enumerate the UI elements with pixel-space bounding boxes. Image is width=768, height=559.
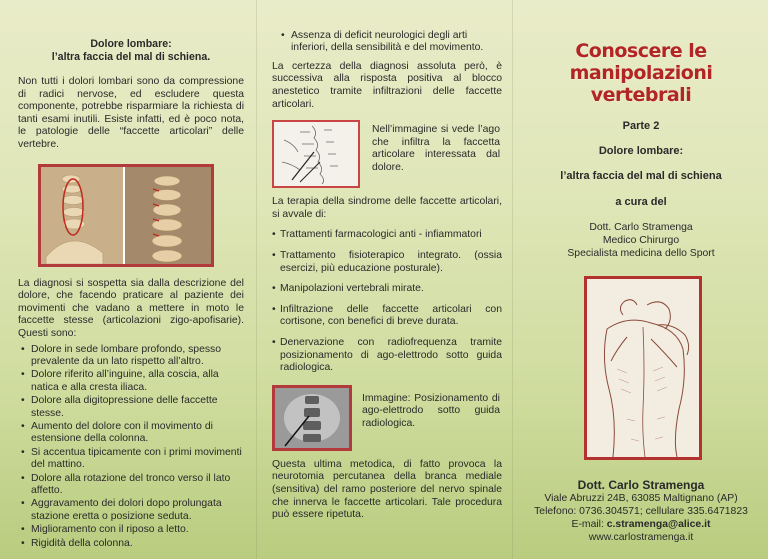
email-label: E-mail: — [571, 519, 607, 530]
certainty-paragraph: La certezza della diagnosi assoluta però, è successiva alla risposta positiva al blocco anestetico tramite infiltrazioni delle faccette articolari. — [272, 60, 502, 110]
symptom-list — [18, 344, 244, 551]
manipulation-illustration — [584, 276, 702, 460]
therapy-list — [272, 229, 502, 374]
list-item: • Miglioramento con il riposo a letto. — [18, 524, 244, 536]
back-sketch-drawing — [587, 279, 699, 457]
subtitle-1: Dolore lombare: — [598, 145, 684, 157]
website-link[interactable]: www.carlostramenga.it — [588, 532, 694, 543]
spine-model-image — [41, 167, 211, 264]
email-link[interactable]: c.stramenga@alice.it — [606, 519, 711, 530]
closing-paragraph: Questa ultima metodica, di fatto provoca la neurotomia percutanea della branca mediale (sensitiva) del ramo posteriore del nervo spinale che innerva le faccette articolari. Tale procedura può essere ripetuta. — [272, 458, 502, 521]
electrode-caption: Immagine: Posizionamento di ago-elettrodo sotto guida radiologica. — [362, 392, 500, 429]
list-item: • Denervazione con radiofrequenza tramite posizionamento di ago-elettrodo sotto guida radiologica. — [272, 337, 502, 375]
spine-photo — [38, 164, 214, 267]
list-item: • Aumento del dolore con il movimento di estensione della colonna. — [18, 421, 244, 446]
list-item: • Dolore alla rotazione del tronco verso il lato affetto. — [18, 473, 244, 498]
list-item: • Aggravamento dei dolori dopo prolungata stazione eretta o posizione seduta. — [18, 498, 244, 523]
by-label: a cura del — [615, 196, 667, 208]
diagnosis-paragraph: La diagnosi si sospetta sia dalla descrizione del dolore, che facendo praticare al paziente dei movimenti che vadano a mettere in moto le faccette stesse (articolazioni zigo-apofisarie). Questi sono: — [18, 277, 244, 339]
part-label: Parte 2 — [622, 120, 660, 132]
list-item: • Trattamenti farmacologici anti - infiammatori — [272, 229, 502, 242]
list-item: • Dolore in sede lombare profondo, spesso prevalente da un lato rispetto all’altro. — [18, 344, 244, 369]
contact-name: Dott. Carlo Stramenga — [577, 478, 705, 492]
contact-block — [524, 478, 758, 544]
therapy-intro: La terapia della sindrome delle faccette articolari, si avvale di: — [272, 196, 502, 220]
needle-caption: Nell’immagine si vede l’ago che infiltra la faccetta articolare interessata dal dolore. — [372, 124, 500, 173]
panel-left — [0, 0, 256, 559]
xray-infiltration-image — [272, 120, 360, 188]
list-item: • Rigidità della colonna. — [18, 538, 244, 550]
list-item: • Infiltrazione delle faccette articolari con cortisone, con benefici di breve durata. — [272, 304, 502, 329]
xray-drawing — [275, 388, 349, 448]
contact-phone: Telefono: 0736.304571; cellulare 335.6471823 — [534, 506, 748, 517]
list-item: • Trattamento fisioterapico integrato. (ossia esercizi, più educazione posturale). — [272, 250, 502, 275]
intro-paragraph: Non tutti i dolori lombari sono da compressione di radici nervose, ed escludere questa componente, potrebbe risparmiare la richiesta di tanti esami inutili. Esiste infatti, ed è poco nota, le patologie delle “faccette articolari” delle vertebre. — [18, 76, 244, 150]
fluoroscopy-image — [272, 385, 352, 451]
subtitle-2: l’altra faccia del mal di schiena — [560, 170, 722, 182]
list-item: • Dolore alla digitopressione delle faccette stesse. — [18, 395, 244, 420]
list-item: • Dolore riferito all’inguine, alla coscia, alla natica e alla cresta iliaca. — [18, 369, 244, 394]
panel-right — [512, 0, 768, 559]
list-item: • Manipolazioni vertebrali mirate. — [272, 283, 502, 296]
author-block: Dott. Carlo Stramenga Medico Chirurgo Specialista medicina dello Sport — [567, 222, 715, 259]
top-bullet-list — [278, 30, 502, 55]
panel1-heading: Dolore lombare: l’altra faccia del mal di schiena. — [51, 38, 211, 63]
contact-email-line — [524, 518, 758, 531]
list-item: • Si accentua tipicamente con i primi movimenti del mattino. — [18, 447, 244, 472]
contact-address: Viale Abruzzi 24B, 63085 Maltignano (AP) — [544, 493, 738, 504]
brochure-title: Conoscere le manipolazioni vertebrali — [569, 40, 713, 106]
panel-middle — [256, 0, 512, 559]
list-item: • Assenza di deficit neurologici degli arti inferiori, della sensibilità e del movimento. — [278, 30, 502, 55]
spine-drawing — [274, 122, 358, 186]
